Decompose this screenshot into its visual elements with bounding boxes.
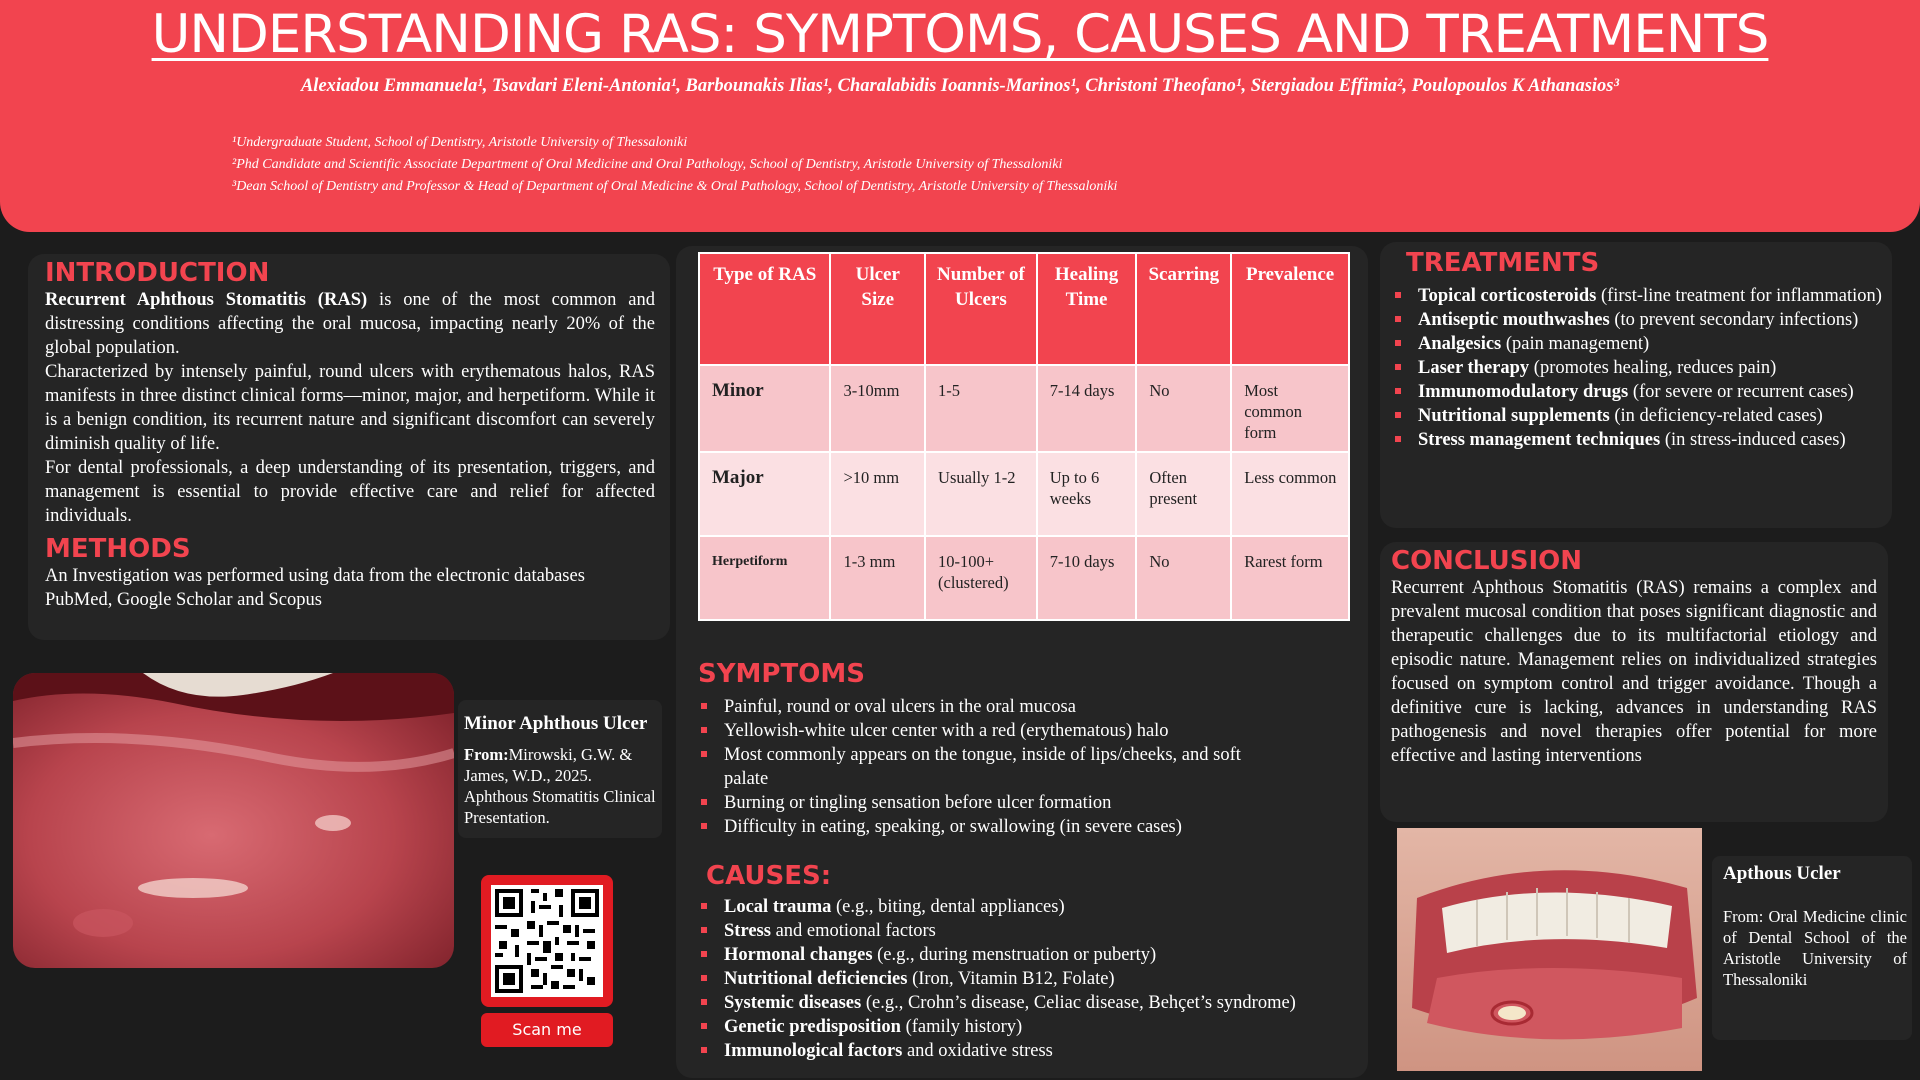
list-item: Hormonal changes (e.g., during menstruation or puberty) [698,943,1358,967]
list-item: Yellowish-white ulcer center with a red (erythematous) halo [698,719,1288,743]
mouth-teeth-image [1397,828,1702,1071]
minor-ulcer-caption-source: From:Mirowski, G.W. & James, W.D., 2025. Aphthous Stomatitis Clinical Presentation. [464,745,656,827]
affiliations [232,132,1117,198]
introduction-paragraph-3: For dental professionals, a deep understanding of its presentation, triggers, and management is essential to provide effective care and relief for affected individuals. [45,458,655,526]
treatments-list [1392,284,1888,452]
conclusion-text: Recurrent Aphthous Stomatitis (RAS) remains a complex and prevalent mucosal condition that poses significant diagnostic and therapeutic challenges due to its multifactorial etiology and episodic nature. Management relies on individualized strategies focused on symptom control and trigger avoidance. Though a definitive cure is lacking, advances in understanding RAS pathogenesis and novel therapies offer potential for more effective and lasting interventions [1391,578,1877,766]
center-panel [676,246,1368,1078]
table-cell: 7-14 days [1037,365,1137,452]
table-header-type: Type of RAS [699,253,830,365]
table-header-healing: Healing Time [1037,253,1137,365]
list-item: Stress and emotional factors [698,919,1358,943]
introduction-paragraph-2: Characterized by intensely painful, round ulcers with erythematous halos, RAS manifests in three distinct clinical forms—minor, major, and herpetiform. While it is a benign condition, its recurrent nature and significant discomfort can severely diminish quality of life. [45,362,655,454]
aphthous-ulcer-photo [1397,828,1702,1071]
affiliation-3: ³Dean School of Dentistry and Professor & Head of Department of Oral Medicine & Oral Pathology, School of Dentistry, Aristotle University of Thessaloniki [232,179,1118,194]
table-row-major [699,452,1349,536]
table-cell: Major [699,452,830,536]
table-header-number: Number of Ulcers [925,253,1037,365]
lip-mucosa-image [13,673,454,968]
intro-methods-panel [28,254,670,640]
introduction-text [45,288,655,528]
author-list: Alexiadou Emmanuela¹, Tsavdari Eleni-Antonia¹, Barbounakis Ilias¹, Charalabidis Ioannis-Marinos¹, Christoni Theofano¹, Stergiadou Effimia², Poulopoulos K Athanasios³ [300,76,1620,96]
ras-types-table [698,252,1350,621]
table-cell: Rarest form [1231,536,1349,620]
list-item: Systemic diseases (e.g., Crohn’s disease, Celiac disease, Behçet’s syndrome) [698,991,1358,1015]
table-header-row [699,253,1349,365]
minor-ulcer-caption [458,700,662,838]
list-item: Painful, round or oval ulcers in the oral mucosa [698,695,1288,719]
table-cell: No [1136,536,1231,620]
minor-ulcer-caption-title: Minor Aphthous Ulcer [464,713,648,734]
table-header-size: Ulcer Size [830,253,925,365]
list-item: Antiseptic mouthwashes (to prevent secondary infections) [1392,308,1888,332]
introduction-paragraph-1: Recurrent Aphthous Stomatitis (RAS) is one of the most common and distressing conditions affecting the oral mucosa, impacting nearly 20% of the global population. [45,290,655,358]
list-item: Topical corticosteroids (first-line treatment for inflammation) [1392,284,1888,308]
aphthous-ulcer-caption [1712,856,1912,1040]
list-item: Nutritional supplements (in deficiency-related cases) [1392,404,1888,428]
list-item: Laser therapy (promotes healing, reduces pain) [1392,356,1888,380]
ras-term: Recurrent Aphthous Stomatitis (RAS) [45,290,368,310]
methods-heading: METHODS [45,534,191,564]
symptoms-list [698,695,1288,839]
list-item: Nutritional deficiencies (Iron, Vitamin B12, Folate) [698,967,1358,991]
table-cell: 3-10mm [830,365,925,452]
aphthous-ulcer-caption-source: From: Oral Medicine clinic of Dental School of the Aristotle University of Thessaloniki [1723,907,1907,989]
table-header-prevalence: Prevalence [1231,253,1349,365]
poster-header [0,0,1920,232]
table-row-minor [699,365,1349,452]
aphthous-ulcer-caption-title: Apthous Ucler [1723,863,1841,884]
introduction-heading: INTRODUCTION [45,258,270,288]
conclusion-heading: CONCLUSION [1391,546,1583,576]
treatments-heading: TREATMENTS [1406,248,1600,278]
scan-me-button[interactable]: Scan me [481,1013,613,1047]
table-cell: Usually 1-2 [925,452,1037,536]
minor-ulcer-photo [13,673,454,968]
table-cell: Less common [1231,452,1349,536]
causes-list [698,895,1358,1063]
list-item: Immunological factors and oxidative stress [698,1039,1358,1063]
table-cell: >10 mm [830,452,925,536]
affiliation-1: ¹Undergraduate Student, School of Dentistry, Aristotle University of Thessaloniki [232,135,688,150]
causes-heading: CAUSES: [706,861,832,891]
table-cell: Herpetiform [699,536,830,620]
list-item: Immunomodulatory drugs (for severe or recurrent cases) [1392,380,1888,404]
qr-pattern [491,885,603,997]
table-cell: Often present [1136,452,1231,536]
table-cell: Up to 6 weeks [1037,452,1137,536]
list-item: Genetic predisposition (family history) [698,1015,1358,1039]
table-cell: Minor [699,365,830,452]
affiliation-2: ²Phd Candidate and Scientific Associate Department of Oral Medicine and Oral Pathology, School of Dentistry, Aristotle University of Thessaloniki [232,157,1063,172]
symptoms-heading: SYMPTOMS [698,659,865,689]
list-item: Difficulty in eating, speaking, or swallowing (in severe cases) [698,815,1288,839]
table-cell: 1-5 [925,365,1037,452]
table-cell: Most common form [1231,365,1349,452]
poster-title: UNDERSTANDING RAS: SYMPTOMS, CAUSES AND TREATMENTS [151,4,1769,65]
table-header-scarring: Scarring [1136,253,1231,365]
list-item: Stress management techniques (in stress-induced cases) [1392,428,1888,452]
list-item: Local trauma (e.g., biting, dental appliances) [698,895,1358,919]
list-item: Burning or tingling sensation before ulcer formation [698,791,1288,815]
treatments-panel [1380,242,1892,528]
qr-code[interactable] [481,875,613,1007]
table-cell: No [1136,365,1231,452]
table-row-herpetiform [699,536,1349,620]
conclusion-panel [1380,542,1888,822]
list-item: Most commonly appears on the tongue, inside of lips/cheeks, and soft palate [698,743,1288,791]
table-cell: 10-100+ (clustered) [925,536,1037,620]
table-cell: 7-10 days [1037,536,1137,620]
methods-text: An Investigation was performed using data from the electronic databases PubMed, Google Scholar and Scopus [45,566,585,610]
list-item: Analgesics (pain management) [1392,332,1888,356]
table-cell: 1-3 mm [830,536,925,620]
